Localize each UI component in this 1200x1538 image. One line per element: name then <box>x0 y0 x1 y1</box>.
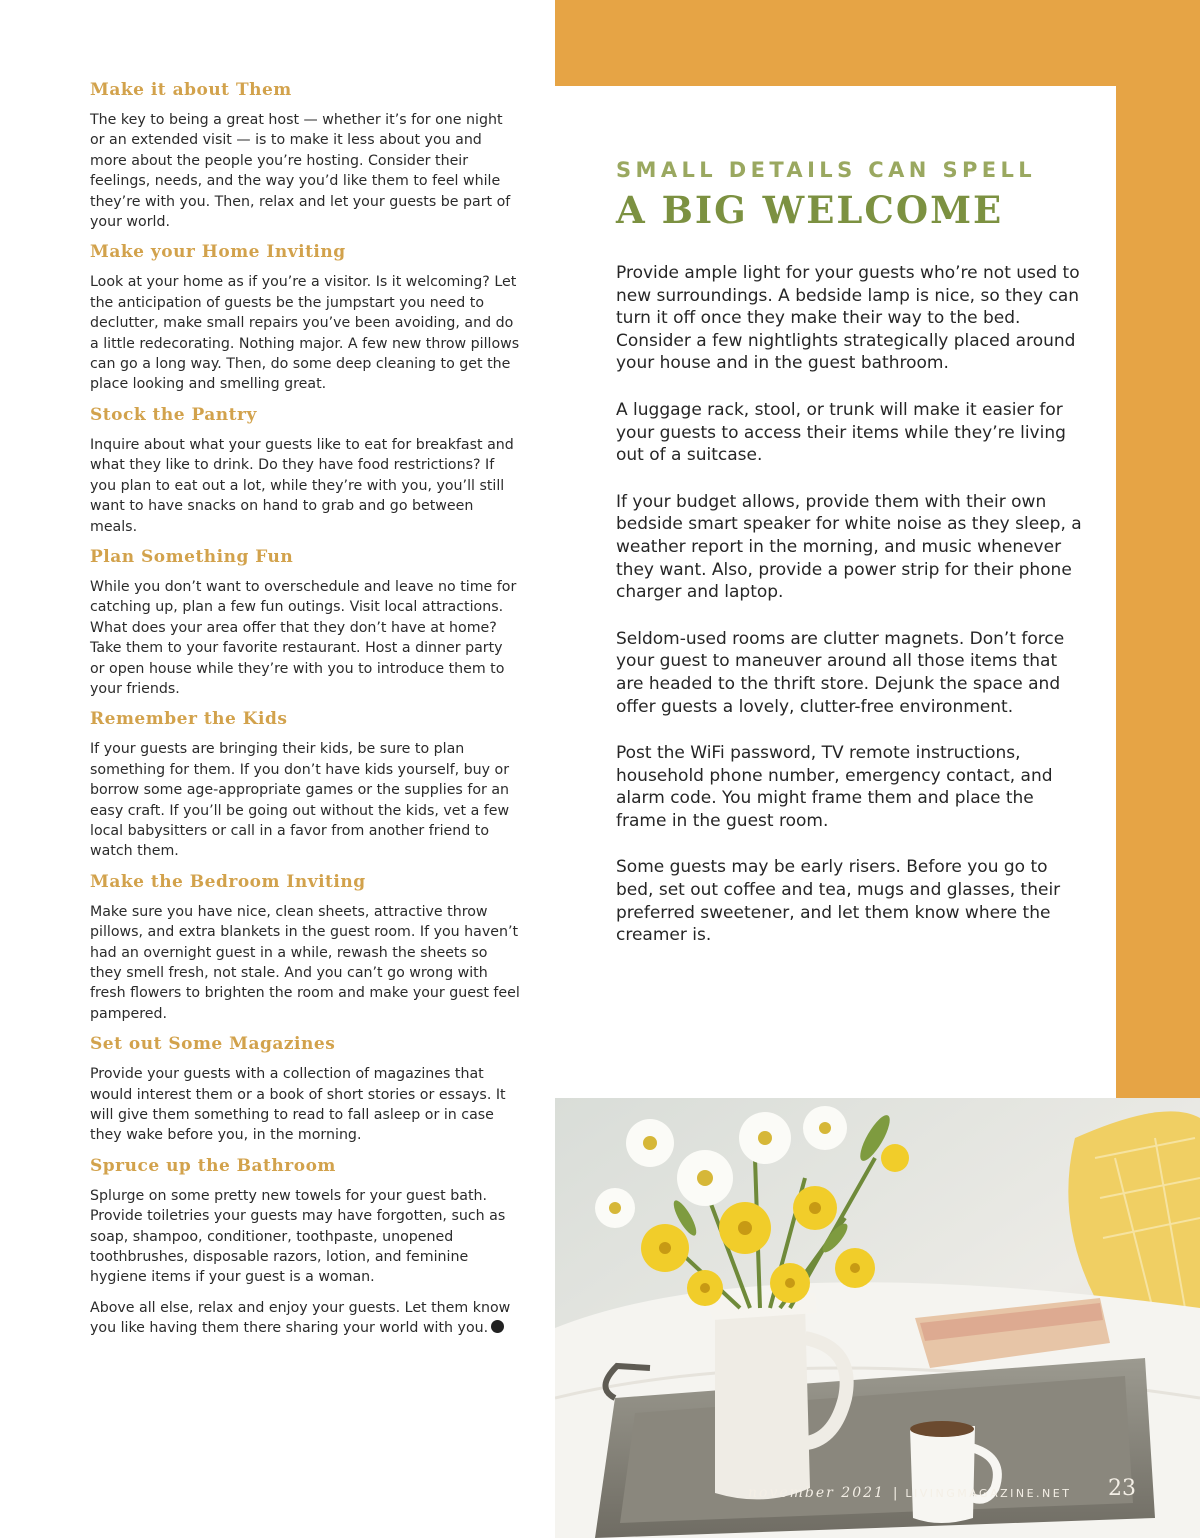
sidebar-content <box>616 158 1086 971</box>
tip-paragraph: Some guests may be early risers. Before you go to bed, set out coffee and tea, mugs and glasses, their preferred sweetener, and let them know where the creamer is. <box>616 857 1061 946</box>
article-section <box>90 242 520 394</box>
article-section <box>90 872 520 1024</box>
section-heading: Stock the Pantry <box>90 404 257 425</box>
section-body: If your guests are bringing their kids, be sure to plan something for them. If you don’t have kids yourself, buy or borrow some age-appropriate games or the supplies for an easy craft. If you’ll be going out without the kids, vet a few local babysitters or call in a favor from another friend to watch them. <box>90 741 510 860</box>
end-mark-icon <box>491 1320 504 1333</box>
tip-paragraph: A luggage rack, stool, or trunk will make it easier for your guests to access their items while they’re living out of a suitcase. <box>616 399 1066 466</box>
article-column <box>90 80 520 1349</box>
footer-separator: | <box>892 1486 898 1501</box>
section-heading: Make it about Them <box>90 80 292 100</box>
article-section <box>90 547 520 699</box>
article-section <box>90 1156 520 1339</box>
section-body: Inquire about what your guests like to eat for breakfast and what they like to drink. Do they have food restrictions? If you plan to eat out a lot, while they’re with you, you’ll still want to have snacks on hand to grab and go between meals. <box>90 436 514 535</box>
flowers-tray-photo <box>555 1098 1200 1538</box>
section-body: While you don’t want to overschedule and leave no time for catching up, plan a few fun outings. Visit local attractions. What does your area offer that they don’t have at home? Take them to your favorite restaurant. Host a dinner party or open house while they’re with you to introduce them to your friends. <box>90 578 517 697</box>
closing-paragraph <box>90 1298 520 1339</box>
section-heading: Remember the Kids <box>90 709 288 730</box>
section-heading: Set out Some Magazines <box>90 1034 336 1055</box>
closing-text: Above all else, relax and enjoy your guests. Let them know you like having them there sharing your world with you. <box>90 1299 511 1337</box>
site-url: LIVINGMAGAZINE.NET <box>905 1487 1072 1500</box>
sidebar-panel <box>555 86 1116 1098</box>
article-section <box>90 405 520 537</box>
tip-paragraph: Seldom-used rooms are clutter magnets. Don’t force your guest to maneuver around all those items that are headed to the thrift store. Dejunk the space and offer guests a lovely, clutter-free environment. <box>616 628 1065 717</box>
article-section <box>90 709 520 861</box>
issue-date: november 2021 <box>748 1485 885 1501</box>
section-body: Look at your home as if you’re a visitor. Is it welcoming? Let the anticipation of guests be the jumpstart you need to declutter, make small repairs you’ve been avoiding, and do a little redecorating. Nothing major. A few new throw pillows can go a long way. Then, do some deep cleaning to get the place looking and smelling great. <box>90 274 520 393</box>
section-body: Provide your guests with a collection of magazines that would interest them or a book of short stories or essays. It will give them something to read to fall asleep or in case they wake before you, in the morning. <box>90 1066 506 1144</box>
article-section <box>90 80 520 232</box>
article-section <box>90 1034 520 1146</box>
tip-paragraph: Provide ample light for your guests who’re not used to new surroundings. A bedside lamp is nice, so they can turn it off once they make their way to the bed. Consider a few nightlights strategically placed around your house and in the guest bathroom. <box>616 263 1080 374</box>
section-heading: Spruce up the Bathroom <box>90 1155 336 1176</box>
photo-illustration <box>555 1098 1200 1538</box>
page-number: 23 <box>1108 1476 1136 1501</box>
section-heading: Plan Something Fun <box>90 546 294 567</box>
section-body: The key to being a great host — whether it’s for one night or an extended visit — is to make it less about you and more about the people you’re hosting. Consider their feelings, needs, and the way you’d like them to feel while they’re with you. Then, relax and let your guests be part of your world. <box>90 112 511 231</box>
sidebar-headline: A BIG WELCOME <box>616 188 1004 232</box>
section-body: Splurge on some pretty new towels for your guest bath. Provide toiletries your guests may have forgotten, such as soap, shampoo, conditioner, toothpaste, unopened toothbrushes, disposable razors, lotion, and feminine hygiene items if your guest is a woman. <box>90 1187 506 1286</box>
section-heading: Make the Bedroom Inviting <box>90 871 366 892</box>
sidebar-kicker: SMALL DETAILS CAN SPELL <box>616 158 1037 182</box>
tip-paragraph: Post the WiFi password, TV remote instructions, household phone number, emergency contact, and alarm code. You might frame them and place the frame in the guest room. <box>616 743 1053 831</box>
page-footer <box>748 1476 1148 1512</box>
tip-paragraph: If your budget allows, provide them with their own bedside smart speaker for white noise as they sleep, a weather report in the morning, and music whenever they want. Also, provide a power strip for their phone charger and laptop. <box>616 491 1082 603</box>
section-heading: Make your Home Inviting <box>90 242 346 263</box>
section-body: Make sure you have nice, clean sheets, attractive throw pillows, and extra blankets in the guest room. If you haven’t had an overnight guest in a while, rewash the sheets so they smell fresh, not stale. And you can’t go wrong with fresh flowers to brighten the room and make your guest feel pampered. <box>90 903 520 1022</box>
